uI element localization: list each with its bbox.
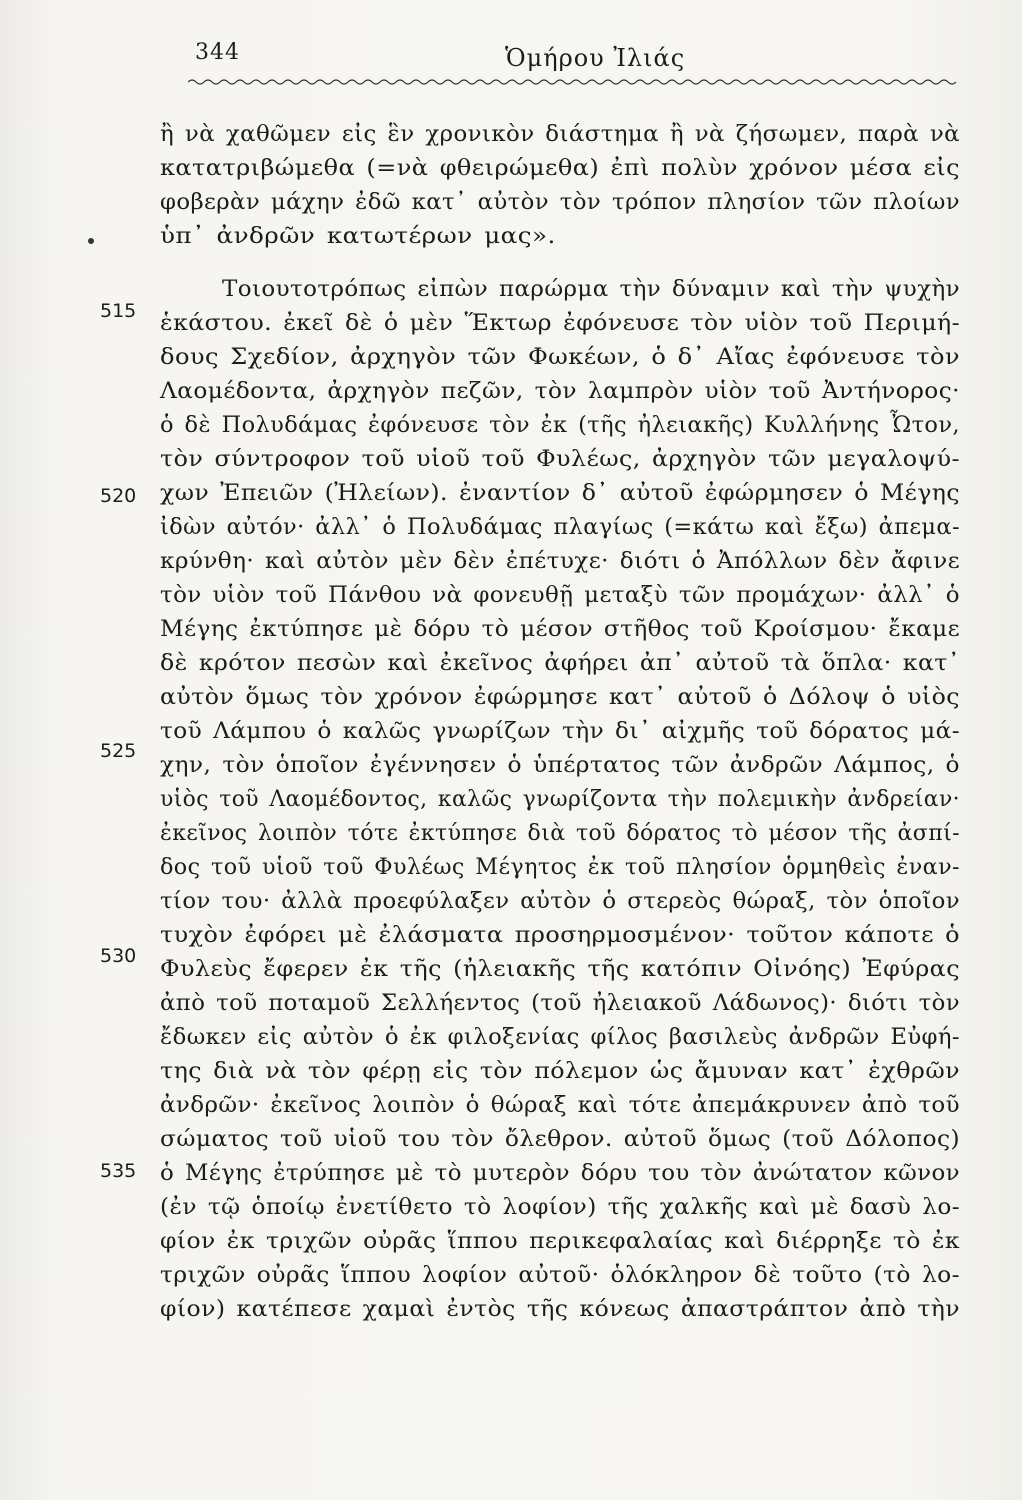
- text-line: δὲ κρότον πεσὼν καὶ ἐκεῖνος ἀφήρει ἀπ᾽ αὐτοῦ τὰ ὅπλα· κατ᾽: [160, 651, 960, 676]
- margin-line-number: 520: [100, 485, 137, 507]
- text-line: αὐτὸν ὅμως τὸν χρόνον ἐφώρμησε κατ᾽ αὐτοῦ ὁ Δόλοψ ὁ υἱὸς: [160, 685, 960, 710]
- header-rule: [188, 78, 958, 86]
- text-line: (ἐν τῷ ὁποίῳ ἐνετίθετο τὸ λοφίον) τῆς χαλκῆς καὶ μὲ δασὺ λο-: [160, 1195, 960, 1220]
- text-line: ἑκάστου. ἐκεῖ δὲ ὁ μὲν Ἕκτωρ ἐφόνευσε τὸν υἱὸν τοῦ Περιμή-: [160, 311, 960, 336]
- page-header: [195, 40, 955, 80]
- text-line: φοβερὰν μάχην ἐδῶ κατ᾽ αὐτὸν τὸν τρόπον πλησίον τῶν πλοίων: [160, 190, 960, 215]
- text-line: τοῦ Λάμπου ὁ καλῶς γνωρίζων τὴν δι᾽ αἰχμῆς τοῦ δόρατος μά-: [160, 719, 961, 744]
- text-line: σώματος τοῦ υἱοῦ του τὸν ὄλεθρον. αὐτοῦ ὅμως (τοῦ Δόλοπος): [160, 1127, 961, 1152]
- text-line: δος τοῦ υἱοῦ τοῦ Φυλέως Μέγητος ἐκ τοῦ πλησίον ὁρμηθεὶς ἐναν-: [160, 855, 960, 880]
- text-line: ἰδὼν αὐτόν· ἀλλ᾽ ὁ Πολυδάμας πλαγίως (=κάτω καὶ ἔξω) ἀπεμα-: [160, 515, 960, 540]
- text-line: δους Σχεδίον, ἀρχηγὸν τῶν Φωκέων, ὁ δ᾽ Αἴας ἐφόνευσε τὸν: [160, 345, 960, 370]
- margin-line-number: 515: [100, 300, 137, 322]
- text-line: ἐκεῖνος λοιπὸν τότε ἐκτύπησε διὰ τοῦ δόρατος τὸ μέσον τῆς ἀσπί-: [160, 821, 960, 846]
- page-number: 344: [195, 40, 240, 65]
- text-line: τίον του· ἀλλὰ προεφύλαξεν αὐτὸν ὁ στερεὸς θώραξ, τὸν ὁποῖον: [160, 889, 961, 914]
- running-title: Ὁμήρου Ἰλιάς: [505, 44, 686, 72]
- margin-line-number: 525: [100, 740, 137, 762]
- text-line: ὁ δὲ Πολυδάμας ἐφόνευσε τὸν ἐκ (τῆς ἠλειακῆς) Κυλλήνης Ὦτον,: [160, 413, 960, 438]
- text-line: ἀπὸ τοῦ ποταμοῦ Σελλήεντος (τοῦ ἠλειακοῦ Λάδωνος)· διότι τὸν: [160, 991, 961, 1016]
- text-line: χην, τὸν ὁποῖον ἐγέννησεν ὁ ὑπέρτατος τῶν ἀνδρῶν Λάμπος, ὁ: [160, 753, 960, 778]
- text-line: της διὰ νὰ τὸν φέρῃ εἰς τὸν πόλεμον ὡς ἄμυναν κατ᾽ ἐχθρῶν: [160, 1059, 960, 1084]
- text-line: υἱὸς τοῦ Λαομέδοντος, καλῶς γνωρίζοντα τὴν πολεμικὴν ἀνδρείαν·: [160, 787, 960, 812]
- text-line: Λαομέδοντα, ἀρχηγὸν πεζῶν, τὸν λαμπρὸν υἱὸν τοῦ Ἀντήνορος·: [160, 379, 961, 404]
- text-line: ἔδωκεν εἰς αὐτὸν ὁ ἐκ φιλοξενίας φίλος βασιλεὺς ἀνδρῶν Εὐφή-: [160, 1025, 960, 1050]
- text-line: τυχὸν ἐφόρει μὲ ἐλάσματα προσηρμοσμένον· τοῦτον κάποτε ὁ: [160, 923, 960, 948]
- text-line: ἀνδρῶν· ἐκεῖνος λοιπὸν ὁ θώραξ καὶ τότε ἀπεμάκρυνεν ἀπὸ τοῦ: [160, 1093, 960, 1118]
- text-line: κατατριβώμεθα (=νὰ φθειρώμεθα) ἐπὶ πολὺν χρόνον μέσα εἰς: [160, 156, 961, 181]
- text-line: Μέγης ἐκτύπησε μὲ δόρυ τὸ μέσον στῆθος τοῦ Κροίσμου· ἔκαμε: [160, 617, 960, 642]
- text-line: κρύνθη· καὶ αὐτὸν μὲν δὲν ἐπέτυχε· διότι ὁ Ἀπόλλων δὲν ἄφινε: [160, 549, 960, 574]
- margin-line-number: 530: [100, 945, 137, 967]
- text-line: τριχῶν οὐρᾶς ἵππου λοφίον αὐτοῦ· ὁλόκληρον δὲ τοῦτο (τὸ λο-: [160, 1263, 960, 1288]
- text-line: τὸν σύντροφον τοῦ υἱοῦ τοῦ Φυλέως, ἀρχηγὸν τῶν μεγαλοψύ-: [160, 447, 960, 472]
- text-line: ὁ Μέγης ἐτρύπησε μὲ τὸ μυτερὸν δόρυ του τὸν ἀνώτατον κῶνον: [160, 1161, 960, 1186]
- text-line: φίον) κατέπεσε χαμαὶ ἐντὸς τῆς κόνεως ἀπαστράπτον ἀπὸ τὴν: [160, 1297, 961, 1322]
- margin-line-number: 535: [100, 1160, 137, 1182]
- text-line: Τοιουτοτρόπως εἰπὼν παρώρμα τὴν δύναμιν καὶ τὴν ψυχὴν: [222, 277, 960, 302]
- text-line: φίον ἐκ τριχῶν οὐρᾶς ἵππου περικεφαλαίας καὶ διέρρηξε τὸ ἐκ: [160, 1229, 960, 1254]
- text-line: ἢ νὰ χαθῶμεν εἰς ἓν χρονικὸν διάστημα ἢ νὰ ζήσωμεν, παρὰ νὰ: [160, 122, 960, 147]
- text-line: χων Ἐπειῶν (Ἠλείων). ἐναντίον δ᾽ αὐτοῦ ἐφώρμησεν ὁ Μέγης: [160, 481, 960, 506]
- text-line: τὸν υἱὸν τοῦ Πάνθου νὰ φονευθῇ μεταξὺ τῶν προμάχων· ἀλλ᾽ ὁ: [160, 583, 961, 608]
- text-line: Φυλεὺς ἔφερεν ἐκ τῆς (ἠλειακῆς τῆς κατόπιν Οἰνόης) Ἐφύρας: [160, 957, 960, 982]
- ink-speck: [88, 238, 94, 244]
- text-line: ὑπ᾽ ἀνδρῶν κατωτέρων μας».: [160, 224, 556, 249]
